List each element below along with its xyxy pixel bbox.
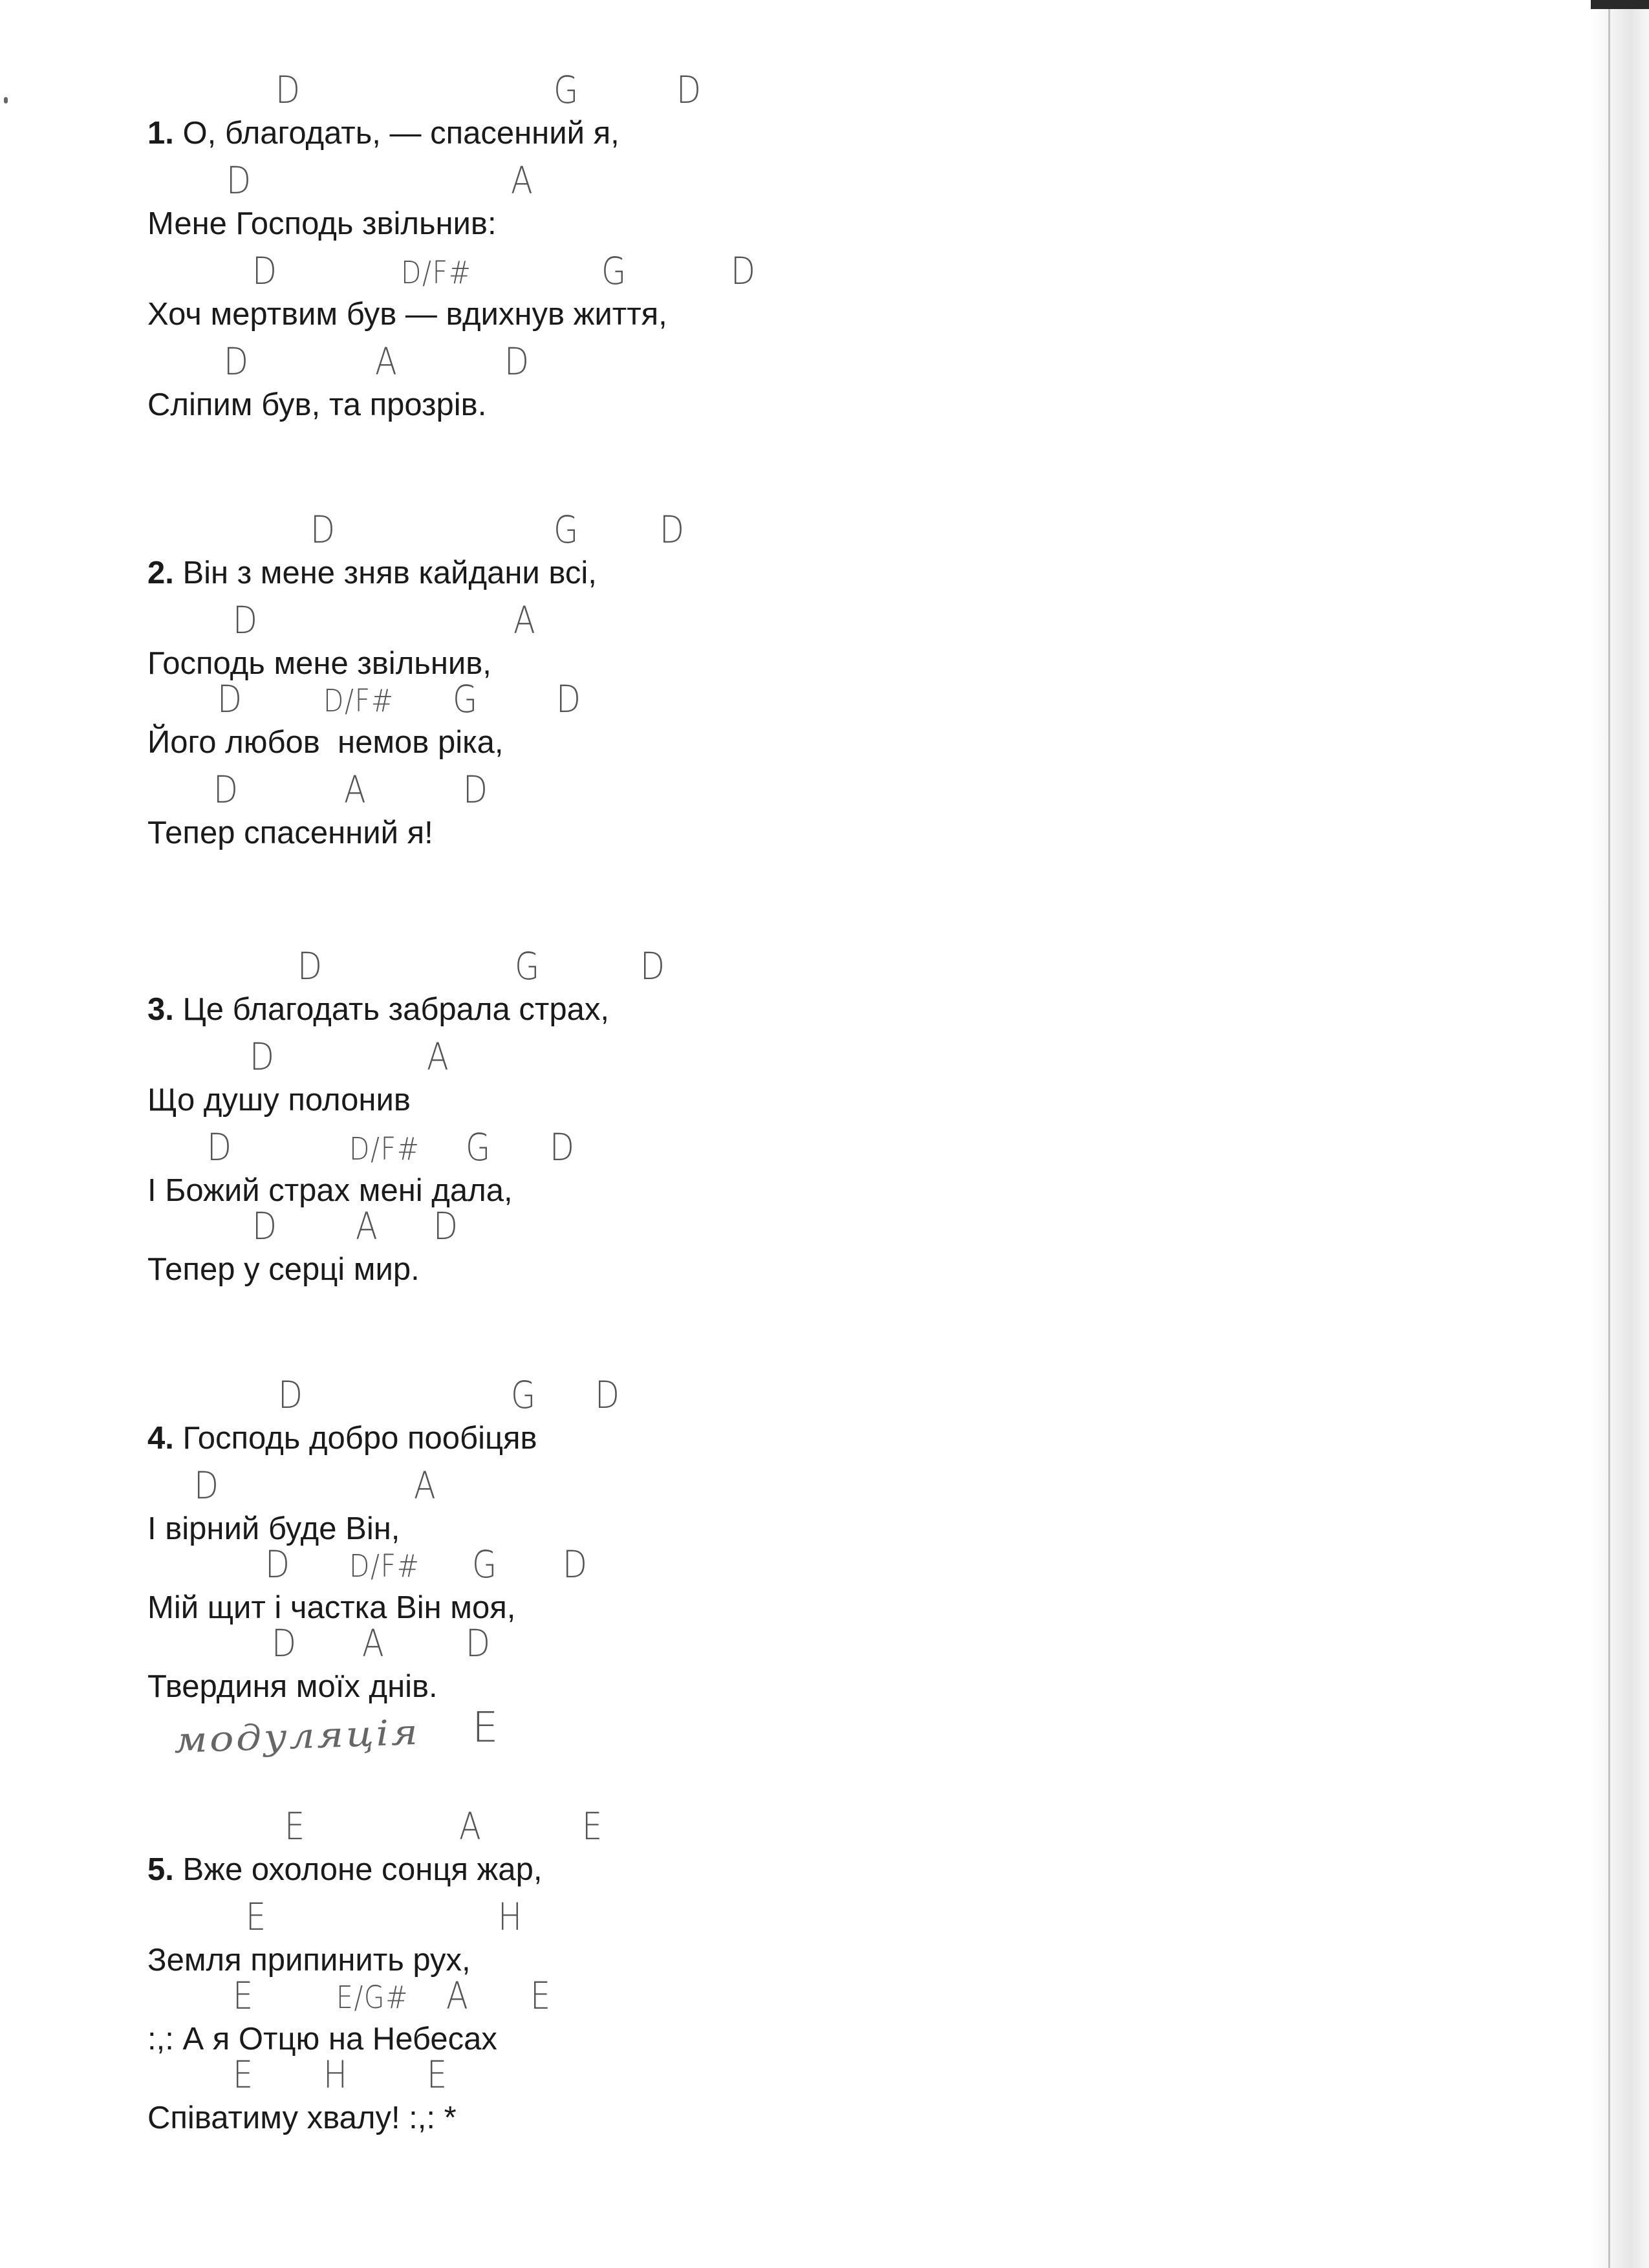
scan-corner-mark bbox=[1591, 0, 1649, 9]
chord-row bbox=[147, 1125, 859, 1180]
lyric-text: Це благодать забрала страх, bbox=[173, 992, 609, 1027]
chord: D bbox=[250, 1035, 275, 1079]
lyric-line bbox=[147, 1854, 542, 1886]
lyric-text: Вже охолоне сонця жар, bbox=[173, 1852, 543, 1887]
modulation-note: модуляція bbox=[173, 1711, 421, 1761]
verse-number: 3. bbox=[147, 992, 174, 1027]
lyric-line bbox=[147, 118, 620, 149]
chord: D/F# bbox=[349, 1131, 420, 1167]
chord: D bbox=[433, 1204, 459, 1248]
lyric-line: Тепер спасенний я! bbox=[147, 815, 433, 850]
lyric-text: Він з мене зняв кайдани всі, bbox=[173, 556, 597, 590]
lyric-line: Тепер у серці мир. bbox=[147, 1252, 420, 1287]
chord-row bbox=[147, 508, 859, 563]
scan-page-edge bbox=[1591, 0, 1649, 2268]
chord-row bbox=[147, 1035, 859, 1090]
lyric-line: Хоч мертвим був — вдихнув життя, bbox=[147, 297, 667, 332]
chord: D bbox=[278, 1373, 304, 1417]
chord-row bbox=[147, 1463, 859, 1518]
verse-number: 5. bbox=[147, 1852, 174, 1887]
chord: G bbox=[515, 944, 541, 988]
chord: A bbox=[414, 1463, 437, 1507]
chord: D bbox=[226, 158, 252, 202]
chord-row bbox=[147, 68, 859, 123]
chord: E bbox=[530, 1974, 552, 2018]
verse-number: 2. bbox=[147, 556, 174, 590]
chord-row bbox=[147, 768, 859, 823]
lyric-text: Господь добро пообіцяв bbox=[173, 1421, 537, 1456]
chord: G bbox=[472, 1542, 498, 1586]
chord: D bbox=[213, 768, 239, 812]
chord: E bbox=[582, 1804, 603, 1848]
chord: G bbox=[554, 508, 579, 552]
chord: D bbox=[556, 677, 582, 721]
chord: D bbox=[297, 944, 323, 988]
chord: D bbox=[563, 1542, 588, 1586]
chord: A bbox=[344, 768, 367, 812]
chord-row bbox=[147, 944, 859, 999]
chord: D bbox=[595, 1373, 621, 1417]
chord: D bbox=[466, 1621, 491, 1665]
lyric-line: Що душу полонив bbox=[147, 1083, 411, 1118]
chord: D/F# bbox=[349, 1548, 420, 1584]
lyric-line bbox=[147, 1423, 537, 1454]
chord: A bbox=[459, 1804, 482, 1848]
chord: D bbox=[194, 1463, 220, 1507]
chord: D/F# bbox=[401, 255, 472, 291]
chord: D bbox=[252, 1204, 278, 1248]
chord: E bbox=[246, 1895, 267, 1939]
lyric-line bbox=[147, 994, 609, 1026]
chord: E/G# bbox=[336, 1980, 409, 2016]
chord-row bbox=[147, 1895, 859, 1950]
chord: D bbox=[224, 340, 250, 383]
chord-row bbox=[147, 1204, 859, 1259]
chord: A bbox=[375, 340, 398, 383]
chord: D bbox=[275, 68, 301, 112]
chord: D bbox=[640, 944, 666, 988]
lyric-line: Мій щит і частка Він моя, bbox=[147, 1590, 516, 1625]
verse-number: 4. bbox=[147, 1421, 174, 1456]
chord: D bbox=[310, 508, 336, 552]
chord-row bbox=[147, 1373, 859, 1428]
chord: E bbox=[427, 2053, 448, 2097]
lyric-line: Сліпим був, та прозрів. bbox=[147, 387, 487, 422]
chord: D bbox=[731, 249, 757, 293]
chord: D bbox=[463, 768, 489, 812]
chord-row bbox=[147, 1621, 859, 1676]
chord-row bbox=[147, 2053, 859, 2108]
chord: D bbox=[660, 508, 685, 552]
lyric-line: Мене Господь звільнив: bbox=[147, 206, 497, 241]
chord: D bbox=[207, 1125, 233, 1169]
lyric-line: :,: А я Отцю на Небесах bbox=[147, 2022, 497, 2057]
chord: E bbox=[233, 2053, 254, 2097]
chord: G bbox=[601, 249, 627, 293]
chord-row bbox=[147, 677, 859, 732]
modulation-chord: E bbox=[472, 1704, 499, 1752]
chord: D bbox=[676, 68, 702, 112]
chord-row bbox=[147, 598, 859, 653]
chord: D bbox=[504, 340, 530, 383]
chord: A bbox=[511, 158, 534, 202]
chord: G bbox=[466, 1125, 491, 1169]
chord: D bbox=[233, 598, 259, 642]
chord: D bbox=[265, 1542, 291, 1586]
chord: G bbox=[554, 68, 579, 112]
lyric-line: Твердиня моїх днів. bbox=[147, 1669, 438, 1704]
chord: E bbox=[285, 1804, 306, 1848]
chord-row bbox=[147, 1804, 859, 1859]
lyric-line: І вірний буде Він, bbox=[147, 1511, 400, 1546]
lyric-line: Земля припинить рух, bbox=[147, 1943, 471, 1978]
scan-edge-line bbox=[1608, 0, 1610, 2268]
scan-speck bbox=[4, 97, 8, 103]
chord: D/F# bbox=[323, 683, 394, 719]
chord: D bbox=[217, 677, 243, 721]
lyric-line: Господь мене звільнив, bbox=[147, 646, 491, 681]
verse-number: 1. bbox=[147, 116, 174, 151]
chord: A bbox=[513, 598, 537, 642]
chord-row bbox=[147, 340, 859, 394]
lyric-line bbox=[147, 557, 597, 589]
chord-row bbox=[147, 1542, 859, 1597]
chord-row bbox=[147, 158, 859, 213]
lyric-line: Його любов немов ріка, bbox=[147, 725, 504, 760]
chord: A bbox=[446, 1974, 469, 2018]
lyric-text: О, благодать, — спасенний я, bbox=[173, 116, 620, 151]
lyric-line: І Божий страх мені дала, bbox=[147, 1173, 513, 1208]
chord: G bbox=[453, 677, 479, 721]
chord: E bbox=[233, 1974, 254, 2018]
lyric-line: Співатиму хвалу! :,: * bbox=[147, 2101, 457, 2135]
chord: A bbox=[362, 1621, 385, 1665]
chord: A bbox=[427, 1035, 450, 1079]
chord: H bbox=[323, 2053, 349, 2097]
chord: D bbox=[550, 1125, 576, 1169]
chord: H bbox=[498, 1895, 523, 1939]
chord: G bbox=[511, 1373, 537, 1417]
chord-row bbox=[147, 1974, 859, 2029]
chord: D bbox=[252, 249, 278, 293]
chord-row bbox=[147, 249, 859, 304]
chord: A bbox=[356, 1204, 379, 1248]
chord: D bbox=[272, 1621, 297, 1665]
